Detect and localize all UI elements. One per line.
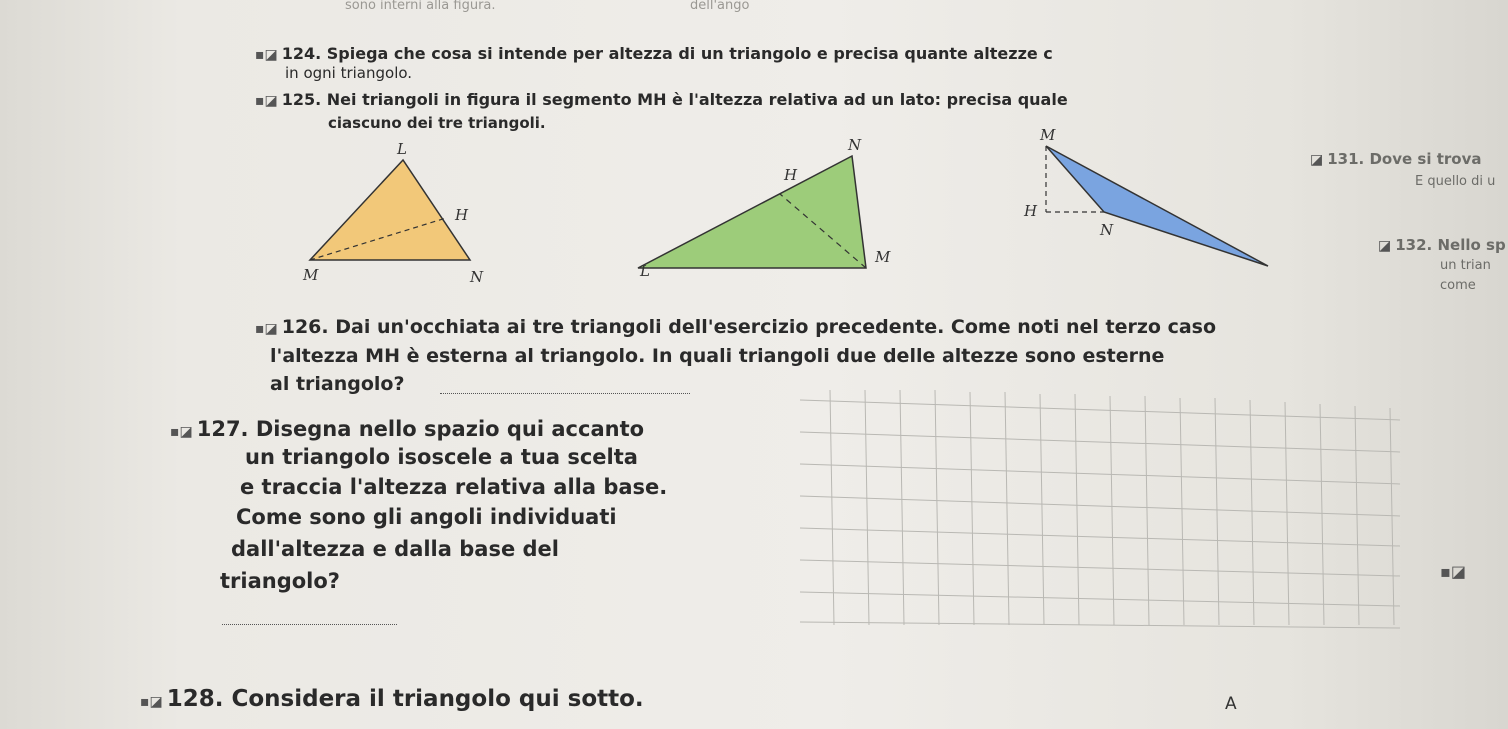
exercise-127-line2: un triangolo isoscele a tua scelta — [245, 445, 638, 469]
t3-label-N: N — [1100, 221, 1114, 239]
margin-132-line2: un trian — [1440, 258, 1491, 273]
header-fragment-left: sono interni alla figura. — [345, 0, 496, 13]
exercise-125-line2: ciascuno dei tre triangoli. — [328, 114, 546, 132]
exercise-127-line5: dall'altezza e dalla base del — [231, 537, 559, 561]
margin-exercise-131: ◪ 131. Dove si trova — [1310, 150, 1482, 168]
exercise-128: ▪◪ 128. Considera il triangolo qui sotto. — [140, 686, 644, 712]
t1-label-M: M — [303, 266, 319, 284]
t3-label-H: H — [1024, 202, 1038, 220]
triangle-3-shape — [1046, 146, 1268, 266]
margin-exercise-132: ◪ 132. Nello sp — [1378, 236, 1506, 254]
exercise-127-line6: triangolo? — [220, 569, 340, 593]
t3-label-M: M — [1040, 126, 1056, 144]
header-fragment-right: dell'ango — [690, 0, 750, 13]
drawing-grid[interactable] — [800, 380, 1420, 630]
difficulty-icon: ▪◪ — [255, 321, 278, 337]
margin-132-line3: come — [1440, 278, 1476, 293]
exercise-127-line3: e traccia l'altezza relativa alla base. — [240, 475, 668, 499]
triangle-2-figure — [630, 140, 890, 290]
t2-label-H: H — [784, 166, 798, 184]
difficulty-icon: ▪◪ — [140, 694, 163, 710]
difficulty-icon: ▪◪ — [255, 93, 278, 109]
t1-label-N: N — [470, 268, 484, 286]
answer-line-127[interactable] — [222, 624, 397, 625]
exercise-126-line3: al triangolo? — [270, 373, 405, 395]
difficulty-icon: ▪◪ — [255, 47, 278, 63]
t2-label-N: N — [848, 136, 862, 154]
answer-line-126[interactable] — [440, 393, 690, 394]
t1-label-H: H — [455, 206, 469, 224]
triangle-1-figure — [290, 140, 490, 310]
triangle-2-shape — [638, 156, 866, 268]
exercise-126: ▪◪ 126. Dai un'occhiata ai tre triangoli dell'esercizio precedente. Come noti nel terzo caso — [255, 316, 1217, 338]
triangle-3-figure — [1020, 130, 1280, 280]
margin-131-line2: E quello di u — [1415, 174, 1496, 189]
exercise-127-line4: Come sono gli angoli individuati — [236, 505, 617, 529]
difficulty-icon: ▪◪ — [170, 424, 193, 440]
point-A-label: A — [1225, 694, 1237, 714]
t1-label-L: L — [397, 140, 407, 158]
exercise-124: ▪◪ 124. Spiega che cosa si intende per altezza di un triangolo e precisa quante altezze c — [255, 44, 1053, 63]
t2-label-L: L — [640, 262, 650, 280]
exercise-125: ▪◪ 125. Nei triangoli in figura il segmento MH è l'altezza relativa ad un lato: precisa quale — [255, 90, 1068, 109]
difficulty-icon: ◪ — [1310, 152, 1324, 168]
difficulty-icon: ▪◪ — [1440, 562, 1466, 581]
exercise-127: ▪◪ 127. Disegna nello spazio qui accanto — [170, 417, 645, 441]
t2-label-M: M — [875, 248, 891, 266]
difficulty-icon: ◪ — [1378, 238, 1392, 254]
exercise-124-line2: in ogni triangolo. — [285, 64, 413, 82]
triangle-1-shape — [310, 160, 470, 260]
exercise-126-line2: l'altezza MH è esterna al triangolo. In quali triangoli due delle altezze sono esterne — [270, 345, 1165, 367]
